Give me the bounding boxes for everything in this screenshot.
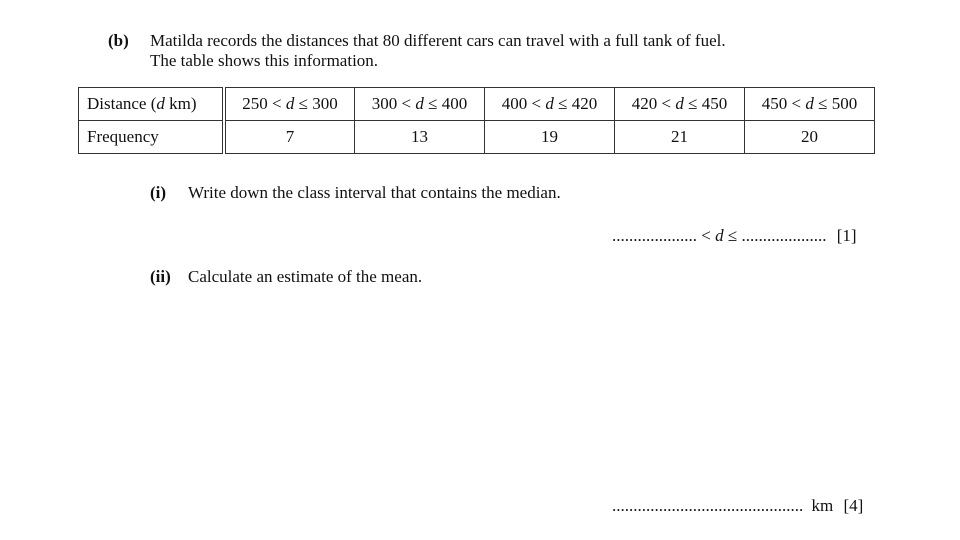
row-header-distance — [79, 88, 225, 121]
question-text-line1: Matilda records the distances that 80 different cars can travel with a full tank of fuel. — [150, 31, 726, 50]
interval-cell: 450 < d ≤ 500 — [745, 88, 875, 121]
answer-dots[interactable]: ............................................. — [612, 496, 804, 515]
part-i-marks: [1] — [836, 226, 857, 245]
answer-dots-right[interactable]: .................... — [741, 226, 827, 245]
frequency-cell: 21 — [615, 121, 745, 154]
part-ii-label: (ii) — [150, 267, 171, 286]
part-ii-marks: [4] — [843, 496, 864, 515]
question-text-line2: The table shows this information. — [150, 51, 379, 70]
frequency-table — [78, 87, 875, 154]
part-ii-answer-line[interactable] — [612, 496, 863, 516]
interval-cell: 300 < d ≤ 400 — [355, 88, 485, 121]
interval-cell: 400 < d ≤ 420 — [485, 88, 615, 121]
answer-dots-left[interactable]: .................... — [612, 226, 697, 245]
frequency-cell: 20 — [745, 121, 875, 154]
row-header-frequency: Frequency — [79, 121, 225, 154]
answer-unit: km — [811, 496, 834, 515]
question-label: (b) — [108, 31, 129, 50]
part-ii-text: Calculate an estimate of the mean. — [188, 267, 423, 286]
frequency-cell: 7 — [224, 121, 355, 154]
interval-cell: 420 < d ≤ 450 — [615, 88, 745, 121]
part-i-label: (i) — [150, 183, 167, 202]
answer-inequality: < d ≤ — [701, 226, 738, 245]
frequency-cell: 13 — [355, 121, 485, 154]
row-header-distance-label: Distance (d km) — [87, 94, 197, 113]
interval-cell: 250 < d ≤ 300 — [224, 88, 355, 121]
part-i-answer-line[interactable] — [612, 226, 857, 246]
part-i-text: Write down the class interval that contains the median. — [188, 183, 561, 202]
table-row — [79, 88, 875, 121]
table-row — [79, 121, 875, 154]
frequency-cell: 19 — [485, 121, 615, 154]
